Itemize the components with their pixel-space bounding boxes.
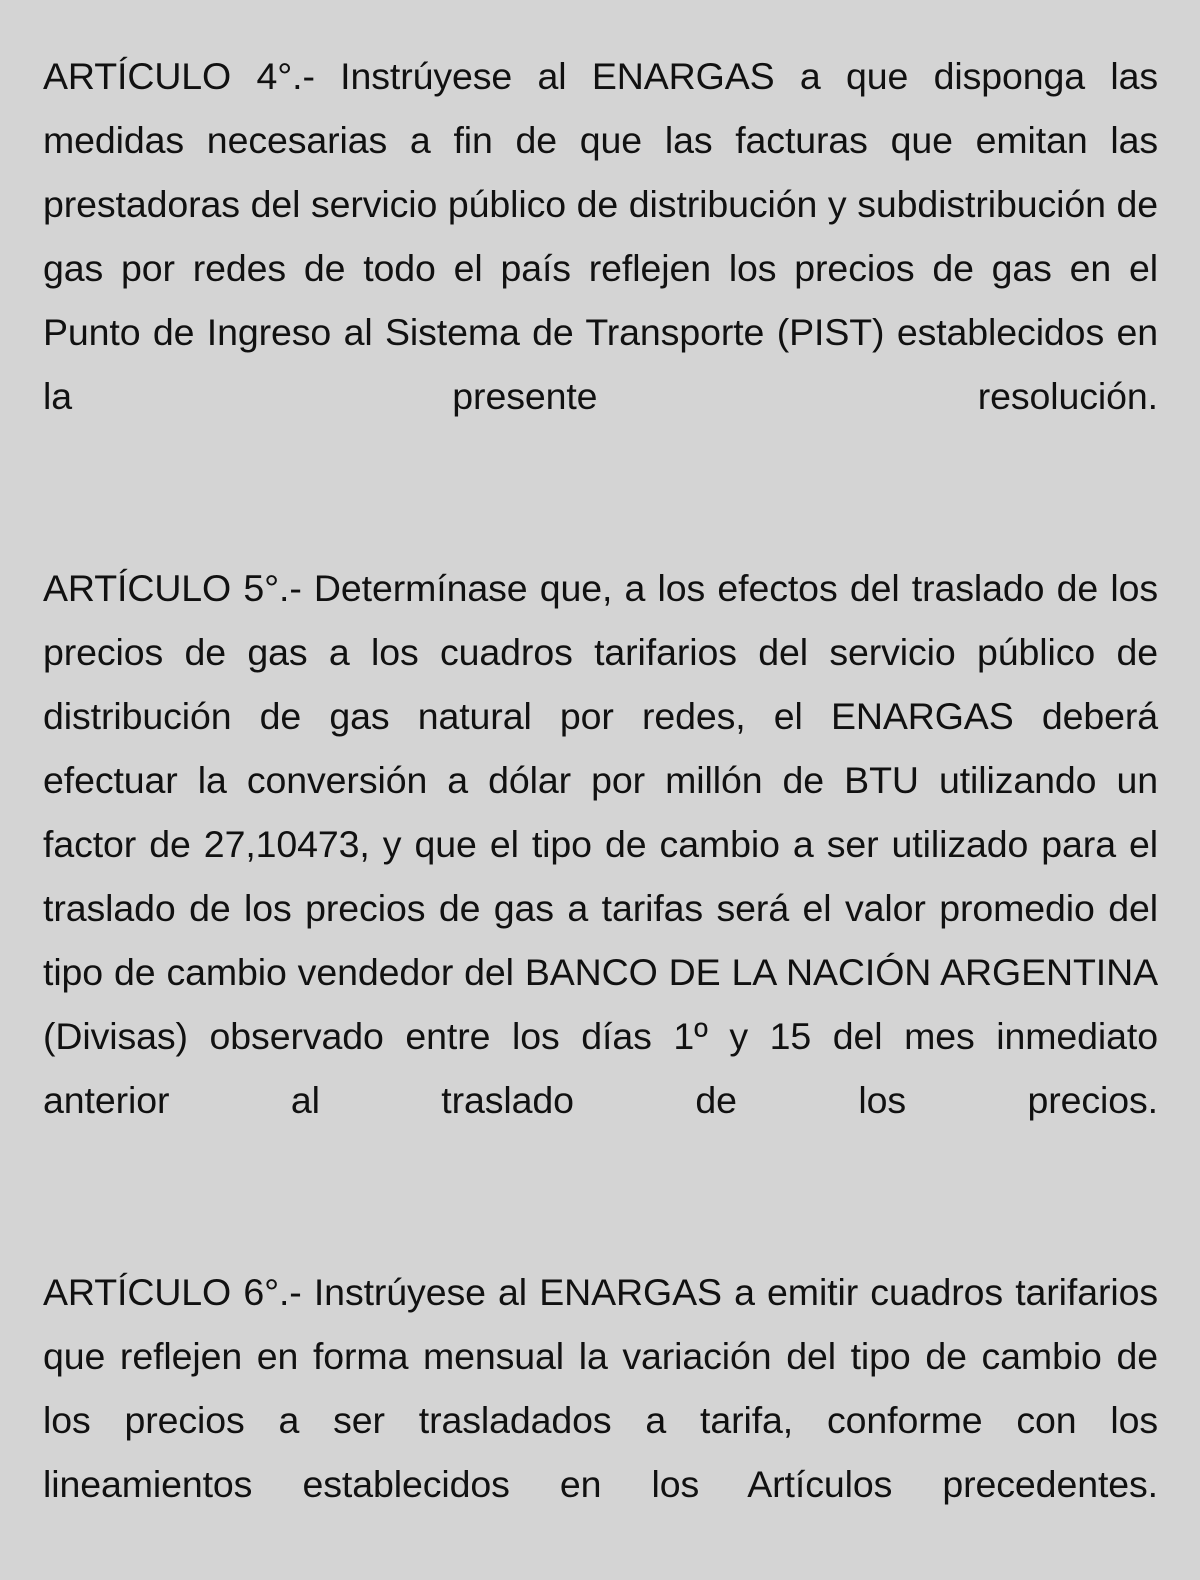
article-4-paragraph: ARTÍCULO 4°.- Instrúyese al ENARGAS a que disponga las medidas necesarias a fin de que las facturas que emitan las prestadoras del servicio público de distribución y subdistribución de gas por redes de todo el país reflejen los precios de gas en el Punto de Ingreso al Sistema de Transporte (PIST) establecidos en la presente resolución. [43, 55, 1158, 417]
article-6-paragraph: ARTÍCULO 6°.- Instrúyese al ENARGAS a emitir cuadros tarifarios que reflejen en forma mensual la variación del tipo de cambio de los precios a ser trasladados a tarifa, conforme con los lineamientos establecidos en los Artículos precedentes. [43, 1271, 1158, 1505]
article-5-paragraph: ARTÍCULO 5°.- Determínase que, a los efectos del traslado de los precios de gas a los cuadros tarifarios del servicio público de distribución de gas natural por redes, el ENARGAS deberá efectuar la conversión a dólar por millón de BTU utilizando un factor de 27,10473, y que el tipo de cambio a ser utilizado para el traslado de los precios de gas a tarifas será el valor promedio del tipo de cambio vendedor del BANCO DE LA NACIÓN ARGENTINA (Divisas) observado entre los días 1º y 15 del mes inmediato anterior al traslado de los precios. [43, 567, 1158, 1121]
